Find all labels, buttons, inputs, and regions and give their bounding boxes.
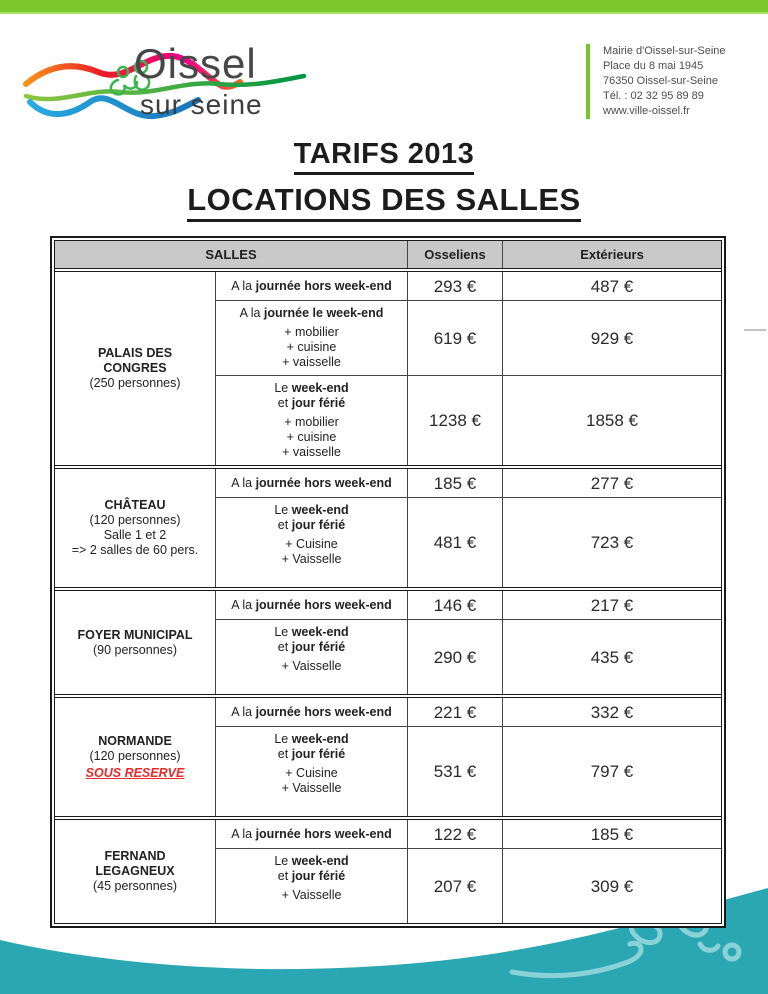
tariff-description-line: + mobilier: [284, 415, 339, 429]
salle-name-line: PALAIS DES: [97, 346, 173, 360]
salle-name-line: LEGAGNEUX: [95, 864, 175, 878]
salle-name-line: FOYER MUNICIPAL: [77, 627, 193, 642]
tariff-description-line: Le week-end: [274, 854, 349, 868]
oissel-logo: [22, 36, 312, 128]
tariff-description-line: Le week-end: [274, 732, 349, 746]
col-header-salles: SALLES: [205, 247, 257, 262]
price-exterieurs: 332 €: [502, 698, 721, 726]
salle-name-line: => 2 salles de 60 pers.: [71, 543, 199, 557]
col-header-osseliens: Osseliens: [407, 241, 502, 268]
table-header-row: [55, 241, 721, 269]
contact-line: www.ville-oissel.fr: [603, 105, 690, 117]
tariff-table: [50, 236, 726, 928]
price-osseliens: 619 €: [407, 300, 502, 375]
tariff-description-line: A la journée le week-end: [239, 306, 384, 320]
tariff-description-line: et jour férié: [277, 869, 346, 883]
price-osseliens: 531 €: [407, 726, 502, 816]
salle-name: [55, 591, 215, 694]
salle-name-line: (250 personnes): [89, 376, 181, 390]
tariff-description: [215, 375, 407, 465]
salle-name-line: CONGRES: [103, 361, 167, 375]
tariff-description-line: + Cuisine: [285, 766, 338, 780]
salle-name-line: CHÂTEAU: [104, 498, 166, 512]
salle-section: [55, 468, 721, 588]
salle-name-line: (45 personnes): [92, 879, 178, 893]
salle-name-line: (90 personnes): [92, 642, 178, 657]
price-exterieurs: 929 €: [502, 300, 721, 375]
tariff-description-line: et jour férié: [277, 747, 346, 761]
logo-subtitle: sur seine: [140, 89, 263, 120]
tariff-description-line: et jour férié: [277, 640, 346, 654]
tariff-description-line: + Vaisselle: [281, 888, 342, 902]
price-exterieurs: 277 €: [502, 469, 721, 497]
tariff-description-line: Le week-end: [274, 625, 349, 639]
tariff-description-line: A la journée hors week-end: [231, 597, 392, 612]
contact-block: [586, 44, 726, 119]
page-title: [0, 138, 768, 222]
price-osseliens: 1238 €: [407, 375, 502, 465]
logo-name: Oissel: [134, 40, 257, 87]
price-osseliens: 122 €: [407, 820, 502, 848]
tariff-description-line: A la journée hors week-end: [231, 704, 392, 719]
top-accent-bar: [0, 0, 768, 14]
price-osseliens: 185 €: [407, 469, 502, 497]
tariff-description: [215, 698, 407, 726]
salle-section: [55, 697, 721, 817]
salle-name-line: FERNAND: [104, 849, 166, 863]
tariff-description-line: A la journée hors week-end: [231, 475, 392, 490]
tariff-description: [215, 726, 407, 816]
tariff-description: [215, 272, 407, 300]
price-exterieurs: 185 €: [502, 820, 721, 848]
price-osseliens: 481 €: [407, 497, 502, 587]
tariff-description: [215, 300, 407, 375]
contact-line: Tél. : 02 32 95 89 89: [603, 90, 704, 102]
tariff-description-line: Le week-end: [274, 503, 349, 517]
tariff-description: [215, 591, 407, 619]
price-exterieurs: 217 €: [502, 591, 721, 619]
tariff-description: [215, 820, 407, 848]
salle-name-line: Salle 1 et 2: [103, 528, 167, 542]
salle-reserve-note: SOUS RESERVE: [85, 765, 185, 780]
salle-name: [55, 469, 215, 587]
price-exterieurs: 797 €: [502, 726, 721, 816]
contact-lines: [603, 44, 726, 119]
tariff-description-line: + cuisine: [286, 340, 337, 354]
tariff-description-line: A la journée hors week-end: [231, 278, 392, 293]
col-header-exterieurs: Extérieurs: [502, 241, 721, 268]
tariff-description-line: et jour férié: [277, 518, 346, 532]
contact-line: 76350 Oissel-sur-Seine: [603, 75, 718, 87]
contact-line: Mairie d'Oissel-sur-Seine: [603, 45, 726, 57]
tariff-description-line: + vaisselle: [282, 445, 341, 459]
price-osseliens: 221 €: [407, 698, 502, 726]
tariff-description: [215, 497, 407, 587]
salle-name: [55, 698, 215, 816]
price-exterieurs: 723 €: [502, 497, 721, 587]
price-osseliens: 207 €: [407, 848, 502, 923]
tariff-description: [215, 469, 407, 497]
tariff-description: [215, 619, 407, 694]
contact-accent-bar: [586, 44, 590, 119]
tariff-description-line: + vaisselle: [282, 355, 341, 369]
price-exterieurs: 435 €: [502, 619, 721, 694]
salle-section: [55, 271, 721, 466]
salle-name-line: NORMANDE: [98, 733, 172, 748]
tariff-description-line: + Vaisselle: [281, 552, 342, 566]
salle-name: [55, 272, 215, 465]
price-osseliens: 290 €: [407, 619, 502, 694]
tariff-description-line: et jour férié: [277, 396, 346, 410]
price-exterieurs: 1858 €: [502, 375, 721, 465]
salle-section: [55, 590, 721, 695]
price-exterieurs: 309 €: [502, 848, 721, 923]
tariff-description-line: + mobilier: [284, 325, 339, 339]
price-osseliens: 146 €: [407, 591, 502, 619]
contact-line: Place du 8 mai 1945: [603, 60, 704, 72]
salle-name-line: (120 personnes): [89, 513, 181, 527]
tariff-description-line: + Cuisine: [285, 537, 338, 551]
salle-name: [55, 820, 215, 923]
price-osseliens: 293 €: [407, 272, 502, 300]
tariff-description: [215, 848, 407, 923]
price-exterieurs: 487 €: [502, 272, 721, 300]
tariff-description-line: + Vaisselle: [281, 659, 342, 673]
title-line-1: TARIFS 2013: [294, 138, 475, 175]
title-line-2: LOCATIONS DES SALLES: [187, 182, 581, 222]
tariff-description-line: + cuisine: [286, 430, 337, 444]
tariff-description-line: + Vaisselle: [281, 781, 342, 795]
tariff-description-line: Le week-end: [274, 381, 349, 395]
tariff-description-line: A la journée hors week-end: [231, 826, 392, 841]
salle-section: [55, 819, 721, 923]
crop-mark: [744, 329, 766, 331]
salle-name-line: (120 personnes): [89, 748, 181, 763]
